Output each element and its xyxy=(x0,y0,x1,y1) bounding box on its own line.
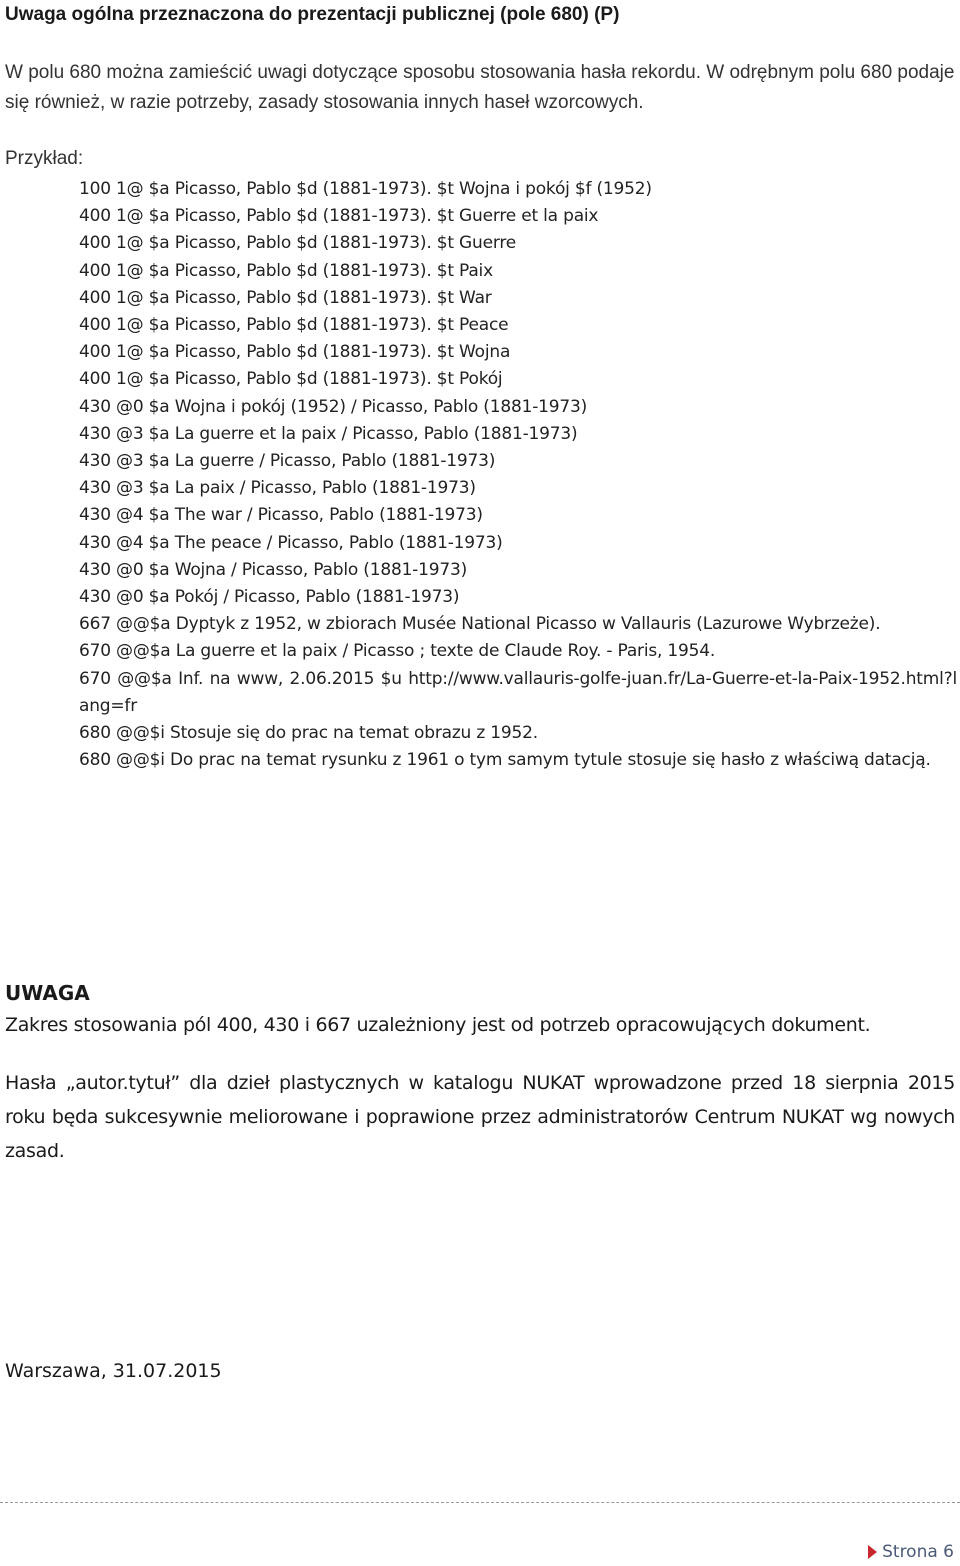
record-line: 400 1@ $a Picasso, Pablo $d (1881-1973). $t Guerre et la paix xyxy=(79,206,599,227)
page-number-label: Strona 6 xyxy=(882,1542,954,1562)
page-indicator xyxy=(868,1542,954,1562)
record-line: 400 1@ $a Picasso, Pablo $d (1881-1973). $t Guerre xyxy=(79,233,517,254)
uwaga-title: UWAGA xyxy=(5,981,90,1005)
footer-divider xyxy=(0,1502,960,1503)
record-line: 680 @@$i Do prac na temat rysunku z 1961 o tym samym tytule stosuje się hasło z właściwą datacją. xyxy=(79,750,931,771)
example-label: Przykład: xyxy=(5,148,84,169)
record-line: 667 @@$a Dyptyk z 1952, w zbiorach Musée National Picasso w Vallauris (Lazurowe Wybrzeże). xyxy=(79,614,881,635)
record-line: 400 1@ $a Picasso, Pablo $d (1881-1973). $t Peace xyxy=(79,315,509,336)
record-line: 430 @4 $a The peace / Picasso, Pablo (1881-1973) xyxy=(79,532,503,553)
record-line: 400 1@ $a Picasso, Pablo $d (1881-1973). $t Wojna xyxy=(79,342,511,363)
intro-paragraph xyxy=(5,58,955,118)
uwaga-text: Zakres stosowania pól 400, 430 i 667 uzależniony jest od potrzeb opracowujących dokument. xyxy=(5,1014,871,1036)
place-date: Warszawa, 31.07.2015 xyxy=(5,1360,222,1382)
record-line: 670 @@$a Inf. na www, 2.06.2015 $u http://www.vallauris-golfe-juan.fr/La-Guerre-et-la-Paix-1952.html?lang=fr xyxy=(79,668,957,716)
example-records xyxy=(79,176,957,774)
intro-text: W polu 680 można zamieścić uwagi dotyczące sposobu stosowania hasła rekordu. W odrębnym polu 680 podaje się również, w razie potrzeby, zasady stosowania innych haseł wzorcowych. xyxy=(5,62,955,113)
record-line: 430 @3 $a La guerre et la paix / Picasso, Pablo (1881-1973) xyxy=(79,423,578,444)
record-line: 430 @3 $a La paix / Picasso, Pablo (1881-1973) xyxy=(79,478,476,499)
record-line: 400 1@ $a Picasso, Pablo $d (1881-1973). $t War xyxy=(79,287,492,308)
record-line: 680 @@$i Stosuje się do prac na temat obrazu z 1952. xyxy=(79,723,538,744)
chevron-right-icon xyxy=(868,1545,877,1559)
record-line: 400 1@ $a Picasso, Pablo $d (1881-1973). $t Paix xyxy=(79,260,493,281)
record-line: 430 @4 $a The war / Picasso, Pablo (1881-1973) xyxy=(79,505,483,526)
record-line: 430 @0 $a Wojna / Picasso, Pablo (1881-1973) xyxy=(79,559,468,580)
record-line: 430 @3 $a La guerre / Picasso, Pablo (1881-1973) xyxy=(79,451,496,472)
record-line: 430 @0 $a Pokój / Picasso, Pablo (1881-1973) xyxy=(79,587,460,608)
record-line: 430 @0 $a Wojna i pokój (1952) / Picasso, Pablo (1881-1973) xyxy=(79,396,588,417)
record-line: 100 1@ $a Picasso, Pablo $d (1881-1973). $t Wojna i pokój $f (1952) xyxy=(79,179,652,199)
nukat-note: Hasła „autor.tytuł” dla dzieł plastycznych w katalogu NUKAT wprowadzone przed 18 sierpnia 2015 roku będa sukcesywnie meliorowane i poprawione przez administratorów Centrum NUKAT wg nowych zasad. xyxy=(5,1072,955,1162)
record-line: 400 1@ $a Picasso, Pablo $d (1881-1973). $t Pokój xyxy=(79,369,503,390)
record-line: 670 @@$a La guerre et la paix / Picasso ; texte de Claude Roy. - Paris, 1954. xyxy=(79,641,716,662)
section-heading: Uwaga ogólna przeznaczona do prezentacji publicznej (pole 680) (P) xyxy=(5,4,620,25)
